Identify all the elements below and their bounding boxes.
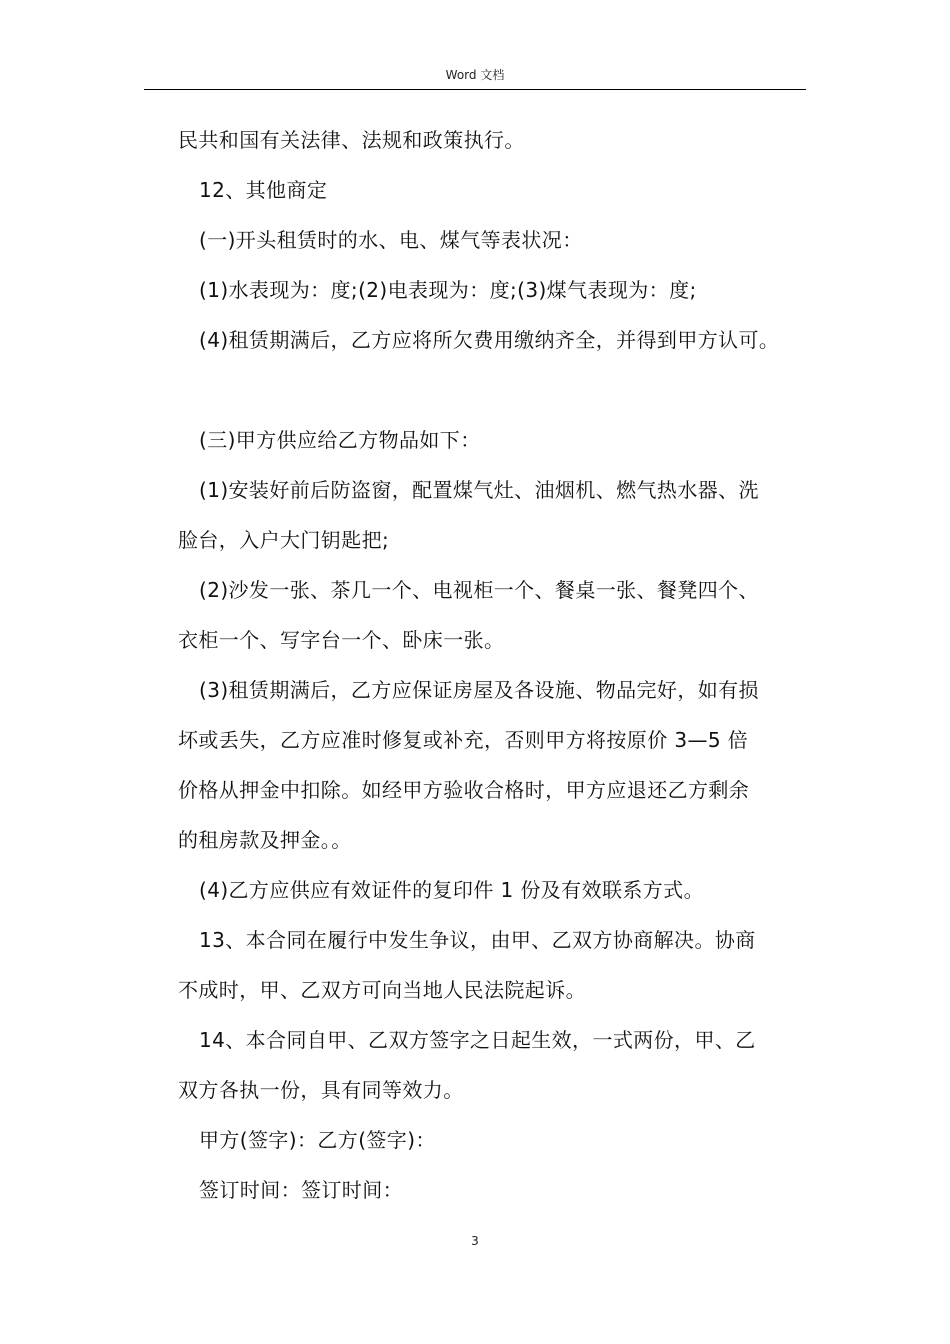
text-line: 脸台，入户大门钥匙把; bbox=[178, 528, 390, 552]
text-line: 签订时间：签订时间： bbox=[199, 1178, 403, 1202]
text-line: 12、其他商定 bbox=[199, 178, 328, 202]
text-line: (1)安装好前后防盗窗，配置煤气灶、油烟机、燃气热水器、洗 bbox=[199, 478, 759, 502]
page-number: 3 bbox=[471, 1234, 479, 1248]
text-line: 14、本合同自甲、乙双方签字之日起生效，一式两份，甲、乙 bbox=[199, 1028, 756, 1052]
text-line: (1)水表现为：度;(2)电表现为：度;(3)煤气表现为：度; bbox=[199, 278, 697, 302]
text-line: 衣柜一个、写字台一个、卧床一张。 bbox=[178, 628, 505, 652]
text-line: (4)乙方应供应有效证件的复印件 1 份及有效联系方式。 bbox=[199, 878, 704, 902]
text-line: (三)甲方供应给乙方物品如下： bbox=[199, 428, 481, 452]
text-line: 双方各执一份，具有同等效力。 bbox=[178, 1078, 464, 1102]
header-title: Word 文档 bbox=[445, 68, 505, 82]
page-header bbox=[144, 64, 806, 90]
text-line: 13、本合同在履行中发生争议，由甲、乙双方协商解决。协商 bbox=[199, 928, 756, 952]
text-line: 价格从押金中扣除。如经甲方验收合格时，甲方应退还乙方剩余 bbox=[178, 778, 750, 802]
text-line: (3)租赁期满后，乙方应保证房屋及各设施、物品完好，如有损 bbox=[199, 678, 759, 702]
text-line: 民共和国有关法律、法规和政策执行。 bbox=[178, 128, 525, 152]
text-line: 的租房款及押金。。 bbox=[178, 828, 352, 852]
text-line: 不成时，甲、乙双方可向当地人民法院起诉。 bbox=[178, 978, 586, 1002]
text-line: (一)开头租赁时的水、电、煤气等表状况： bbox=[199, 228, 583, 252]
text-line: 坏或丢失，乙方应准时修复或补充，否则甲方将按原价 3—5 倍 bbox=[178, 728, 749, 752]
text-line: (2)沙发一张、茶几一个、电视柜一个、餐桌一张、餐凳四个、 bbox=[199, 578, 759, 602]
text-line: 甲方(签字)：乙方(签字)： bbox=[199, 1128, 436, 1152]
text-line: (4)租赁期满后，乙方应将所欠费用缴纳齐全，并得到甲方认可。 bbox=[199, 328, 780, 352]
